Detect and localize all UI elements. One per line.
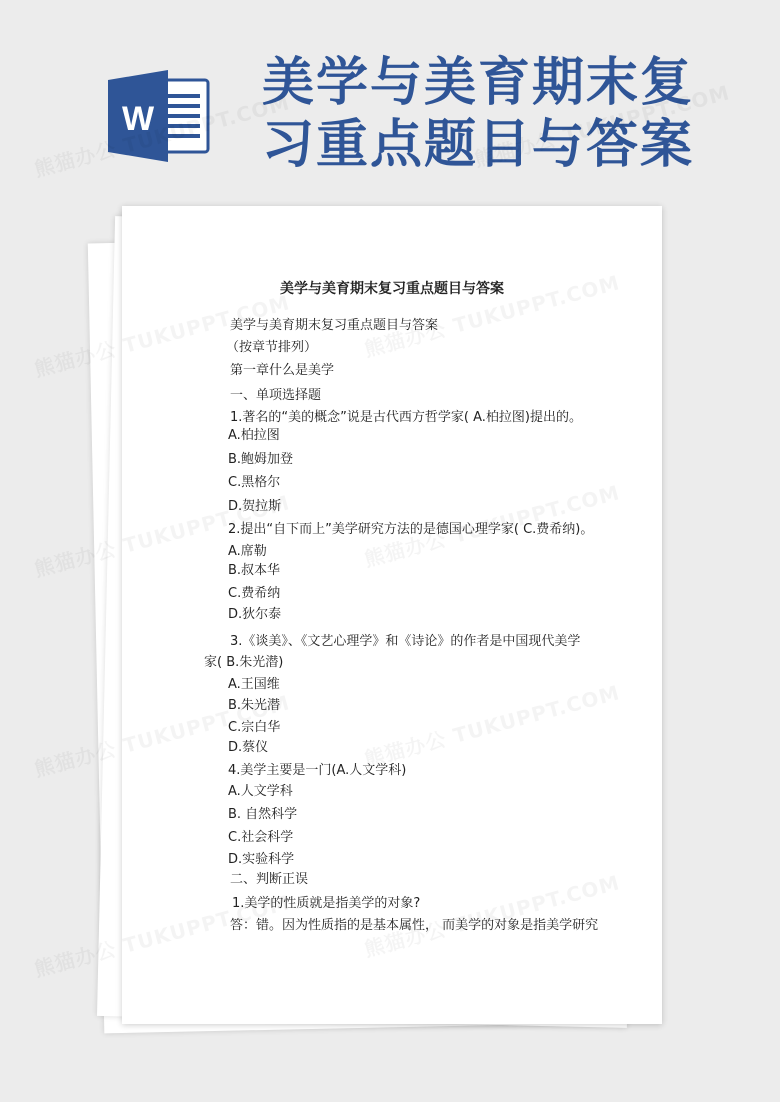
- word-doc-icon: [108, 70, 212, 162]
- text-line: D.实验科学: [228, 852, 295, 867]
- text-line: 1.美学的性质就是指美学的对象?: [232, 896, 421, 911]
- text-line: 3.《谈美》、《文艺心理学》和《诗论》的作者是中国现代美学: [230, 634, 581, 649]
- text-line: （按章节排列）: [226, 340, 318, 355]
- text-line: 美学与美育期末复习重点题目与答案: [230, 318, 439, 333]
- text-line: 答：错。因为性质指的是基本属性， 而美学的对象是指美学研究: [230, 918, 599, 933]
- text-line: 二、判断正误: [230, 872, 309, 887]
- text-line: D.狄尔泰: [228, 607, 282, 622]
- text-line: A.人文学科: [228, 784, 293, 799]
- text-line: B.朱光潜: [228, 698, 281, 713]
- document-page: [122, 206, 662, 1024]
- text-line: C.社会科学: [228, 830, 294, 845]
- text-line: 一、单项选择题: [230, 388, 322, 403]
- text-line: C.宗白华: [228, 720, 281, 735]
- text-line: A.王国维: [228, 677, 280, 692]
- text-line: 第一章什么是美学: [230, 363, 335, 378]
- text-line: A.柏拉图: [228, 428, 280, 443]
- cover-title-line2: 习重点题目与答案: [262, 114, 695, 175]
- text-line: B.叔本华: [228, 563, 281, 578]
- word-icon-letter: W: [121, 100, 155, 138]
- cover-title: [262, 52, 762, 176]
- text-line: D.蔡仪: [228, 740, 269, 755]
- cover-title-line1: 美学与美育期末复: [262, 52, 695, 113]
- text-line: B. 自然科学: [228, 807, 298, 822]
- document-title: 美学与美育期末复习重点题目与答案: [280, 281, 504, 297]
- text-line: C.黑格尔: [228, 475, 281, 490]
- text-line: C.费希纳: [228, 586, 281, 601]
- text-line: 2.提出“自下而上”美学研究方法的是德国心理学家( C.费希纳)。: [228, 522, 594, 537]
- text-line: 1.著名的“美的概念”说是古代西方哲学家( A.柏拉图)提出的。: [230, 410, 582, 425]
- text-line: 家( B.朱光潜): [204, 655, 284, 670]
- text-line: A.席勒: [228, 544, 267, 559]
- text-line: D.贺拉斯: [228, 499, 282, 514]
- text-line: B.鲍姆加登: [228, 452, 294, 467]
- text-line: 4.美学主要是一门(A.人文学科): [228, 763, 407, 778]
